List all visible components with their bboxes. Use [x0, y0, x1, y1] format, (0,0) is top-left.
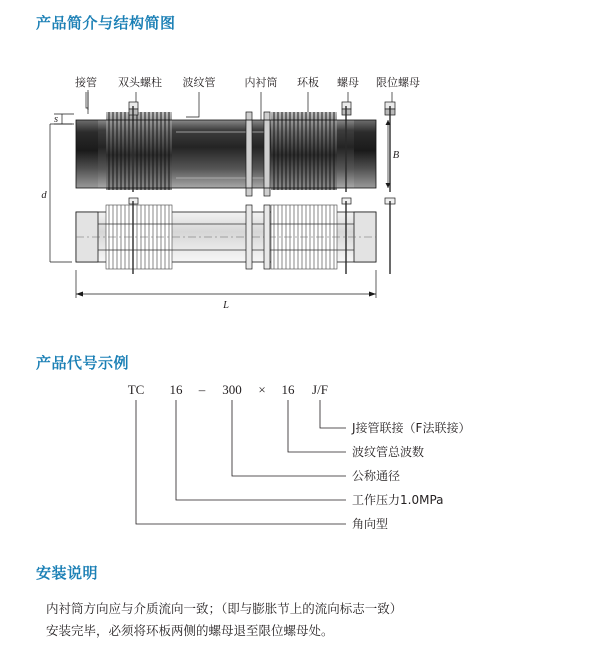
- section-title-structure: 产品简介与结构简图: [36, 14, 176, 32]
- section-title-code: 产品代号示例: [36, 354, 130, 372]
- callout-label-2: 波纹管: [182, 76, 216, 89]
- dimension-label-B: B: [392, 150, 400, 161]
- install-note-line-0: 内衬筒方向应与介质流向一致；（即与膨胀节上的流向标志一致）: [46, 601, 403, 616]
- dimension-label-d: d: [41, 190, 47, 201]
- dimension-label-s: s: [53, 114, 59, 125]
- code-desc-0: J接管联接（F法联接）: [352, 421, 471, 435]
- callout-label-1: 双头螺柱: [118, 76, 162, 89]
- product-code-diagram: [36, 376, 564, 536]
- code-token-6: J/F: [312, 382, 328, 397]
- callout-label-5: 螺母: [337, 76, 359, 89]
- dimension-label-L: L: [223, 300, 229, 311]
- callout-label-0: 接管: [75, 76, 97, 89]
- code-token-1: 16: [169, 382, 183, 397]
- callout-label-3: 内衬筒: [244, 76, 278, 89]
- code-token-0: TC: [127, 382, 145, 397]
- code-desc-4: 角向型: [352, 517, 389, 531]
- install-note-line-1: 安装完毕，必须将环板两侧的螺母退至限位螺母处。: [46, 623, 334, 638]
- code-desc-3: 工作压力1.0MPa: [352, 493, 444, 507]
- structure-diagram: [36, 62, 564, 332]
- code-token-3: 300: [222, 382, 242, 397]
- code-desc-2: 公称通径: [352, 469, 401, 483]
- code-token-5: 16: [281, 382, 295, 397]
- callout-label-6: 限位螺母: [376, 76, 420, 89]
- code-desc-1: 波纹管总波数: [352, 445, 425, 459]
- callout-label-4: 环板: [297, 76, 319, 89]
- section-title-install: 安装说明: [36, 564, 99, 582]
- install-note: [46, 598, 566, 642]
- code-token-2: –: [198, 382, 206, 397]
- code-token-4: ×: [258, 382, 266, 397]
